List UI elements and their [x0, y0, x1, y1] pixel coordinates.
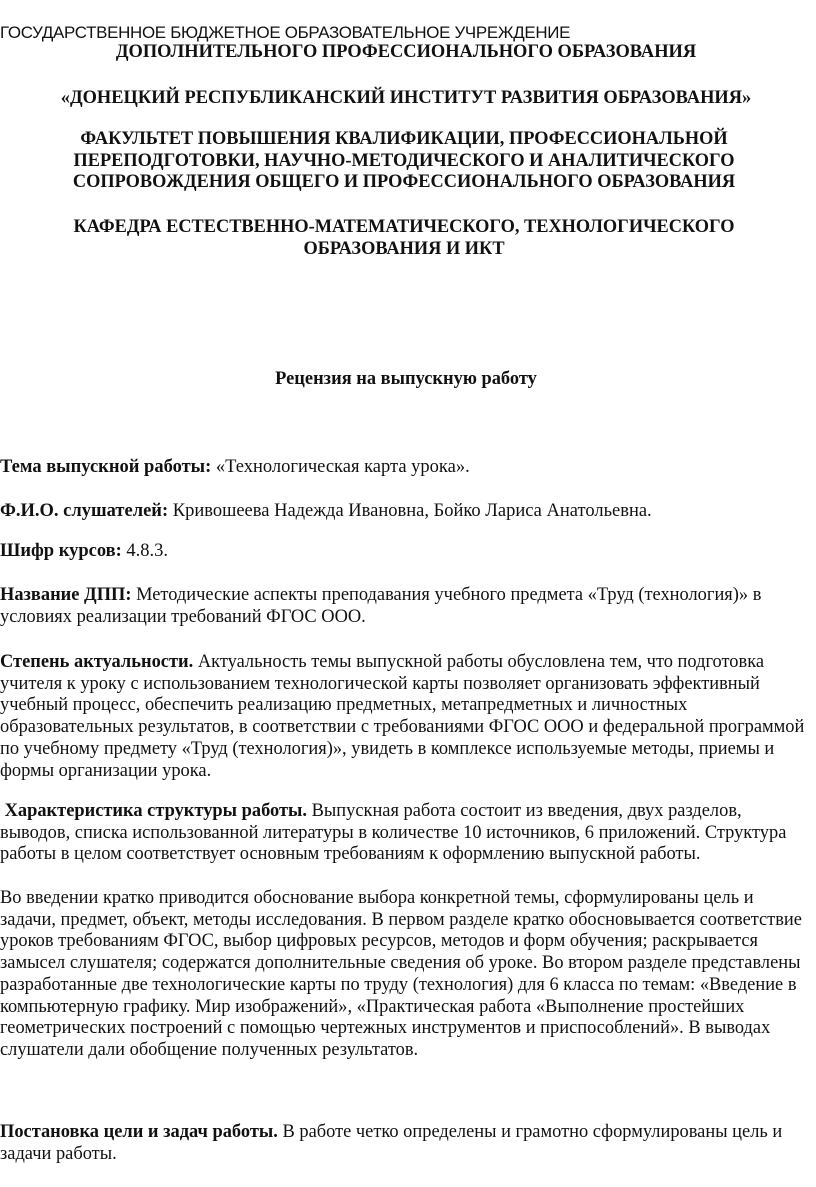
field-value: Кривошеева Надежда Ивановна, Бойко Лариса Анатольевна. — [168, 501, 652, 521]
section-relevance — [0, 652, 816, 782]
text-line: учебный процесс, обеспечить реализацию предметных, метапредметных и личностных — [0, 695, 688, 716]
field-value: «Технологическая карта урока». — [211, 457, 470, 477]
text-line: разработанные две технологические карты по труду (технология) для 6 класса по темам: «Введение в — [0, 974, 797, 995]
field-value: 4.8.3. — [121, 541, 169, 561]
text-line: геометрических построений с помощью чертежных инструментов и приспособлений». В выводах — [0, 1018, 771, 1039]
faculty-line: ФАКУЛЬТЕТ ПОВЫШЕНИЯ КВАЛИФИКАЦИИ, ПРОФЕССИОНАЛЬНОЙ — [80, 129, 728, 149]
institute-name: «ДОНЕЦКИЙ РЕСПУБЛИКАНСКИЙ ИНСТИТУТ РАЗВИТИЯ ОБРАЗОВАНИЯ» — [60, 88, 752, 108]
field-value: Методические аспекты преподавания учебного предмета «Труд (технология)» в — [131, 585, 762, 605]
department-line: КАФЕДРА ЕСТЕСТВЕННО-МАТЕМАТИЧЕСКОГО, ТЕХНОЛОГИЧЕСКОГО — [73, 217, 735, 237]
text-line: уроков требованиям ФГОС, выбор цифровых ресурсов, методов и форм обучения; раскрывается — [0, 931, 759, 952]
section-label: Степень актуальности. — [0, 652, 194, 672]
text-line: работы в целом соответствует основным требованиям к оформлению выпускной работы. — [0, 844, 701, 865]
text-line: формы организации урока. — [0, 760, 212, 781]
faculty-line: ПЕРЕПОДГОТОВКИ, НАУЧНО-МЕТОДИЧЕСКОГО И АНАЛИТИЧЕСКОГО — [73, 150, 735, 171]
text-line: Актуальность темы выпускной работы обусловлена тем, что подготовка — [193, 652, 765, 672]
text-line: замысел слушателя; содержатся дополнительные сведения об уроке. Во втором разделе представлены — [0, 953, 801, 974]
text-line: задачи работы. — [0, 1143, 117, 1164]
faculty-name — [0, 129, 812, 194]
field-program — [0, 585, 816, 628]
text-line: Выпускная работа состоит из введения, двух разделов, — [307, 801, 742, 821]
text-line: по учебному предмету «Труд (технология)», увидеть в комплексе используемые методы, приемы и — [0, 738, 775, 759]
field-students — [0, 501, 816, 523]
text-line: компьютерную графику. Мир изображений», «Практическая работа «Выполнение простейших — [0, 996, 745, 1017]
page-title: Рецензия на выпускную работу — [275, 369, 537, 389]
section-structure — [0, 801, 816, 866]
field-label: Шифр курсов: — [0, 541, 122, 561]
text-line: выводов, списка использованной литературы в количестве 10 источников, 6 приложений. Структура — [0, 822, 787, 843]
field-label: Ф.И.О. слушателей: — [0, 501, 169, 521]
field-label: Тема выпускной работы: — [0, 457, 212, 477]
field-topic — [0, 457, 816, 479]
text-line: образовательных результатов, в соответствии с требованиями ФГОС ООО и федеральной программой — [0, 717, 805, 738]
header-line-2: ДОПОЛНИТЕЛЬНОГО ПРОФЕССИОНАЛЬНОГО ОБРАЗОВАНИЯ — [115, 42, 697, 62]
section-goals — [0, 1122, 816, 1165]
text-line: Во введении кратко приводится обоснование выбора конкретной темы, сформулированы цель и — [0, 888, 754, 908]
text-line: задачи, предмет, объект, методы исследования. В первом разделе кратко обосновывается соответствие — [0, 909, 802, 930]
field-value: условиях реализации требований ФГОС ООО. — [0, 606, 366, 627]
section-content — [0, 888, 816, 1062]
section-label: Постановка цели и задач работы. — [0, 1122, 278, 1142]
department-name — [0, 217, 812, 260]
section-label: Характеристика структуры работы. — [0, 801, 308, 821]
text-line: слушатели дали обобщение полученных результатов. — [0, 1039, 419, 1060]
faculty-line: СОПРОВОЖДЕНИЯ ОБЩЕГО И ПРОФЕССИОНАЛЬНОГО ОБРАЗОВАНИЯ — [72, 172, 736, 193]
text-line: учителя к уроку с использованием технологической карты позволяет организовать эффективный — [0, 673, 760, 694]
header-line-1: ГОСУДАРСТВЕННОЕ БЮДЖЕТНОЕ ОБРАЗОВАТЕЛЬНОЕ УЧРЕЖДЕНИЕ — [0, 23, 571, 42]
field-course-code — [0, 541, 816, 563]
department-line: ОБРАЗОВАНИЯ И ИКТ — [303, 238, 505, 259]
text-line: В работе четко определены и грамотно сформулированы цель и — [277, 1122, 783, 1142]
field-label: Название ДПП: — [0, 585, 132, 605]
